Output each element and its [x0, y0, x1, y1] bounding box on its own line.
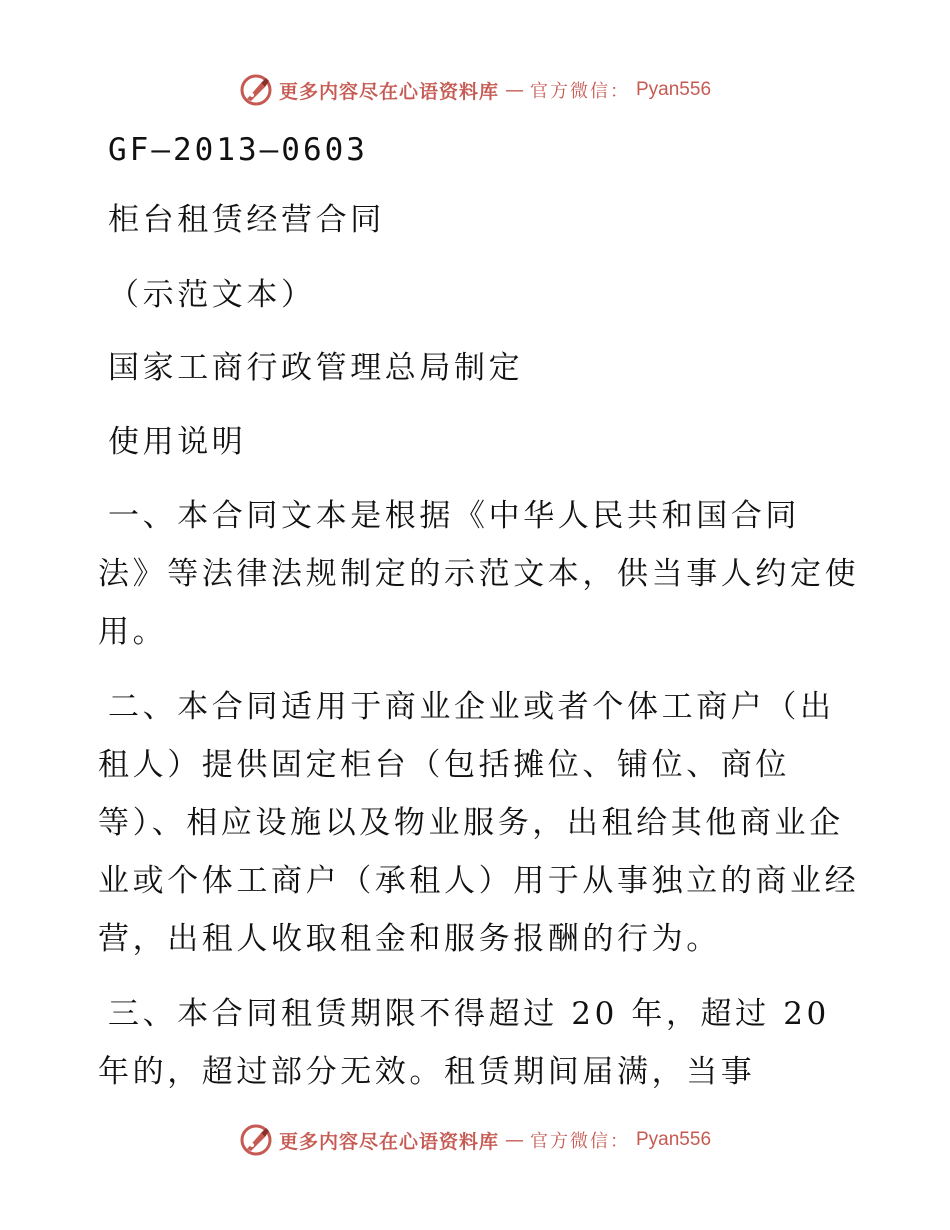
watermark-separator: — [505, 79, 524, 101]
document-subtitle: （示范文本） [108, 277, 316, 313]
watermark-brand-text: 更多内容尽在心语资料库 [278, 80, 499, 103]
document-title: 柜台租赁经营合同 [108, 202, 385, 238]
watermark-brand-text: 更多内容尽在心语资料库 [278, 1130, 499, 1153]
paragraph-line: 一、本合同文本是根据《中华人民共和国合同 [108, 498, 800, 534]
pen-nib-logo-icon [239, 1123, 273, 1157]
footer-watermark-banner [0, 1120, 950, 1160]
section-heading: 使用说明 [108, 424, 247, 460]
watermark-wechat-label: 官方微信： [530, 81, 630, 102]
document-issuer: 国家工商行政管理总局制定 [108, 350, 524, 386]
pen-nib-logo-icon [239, 73, 273, 107]
watermark-wechat-id: Pyan556 [636, 79, 712, 100]
paragraph-line: 二、本合同适用于商业企业或者个体工商户（出 [108, 689, 835, 725]
paragraph-line: 等）、相应设施以及物业服务，出租给其他商业企 [98, 805, 844, 841]
paragraph-line: 营，出租人收取租金和服务报酬的行为。 [98, 921, 721, 957]
paragraph-line: 用。 [98, 614, 168, 650]
watermark-separator: — [505, 1129, 524, 1151]
paragraph-line: 三、本合同租赁期限不得超过 20 年，超过 20 [108, 996, 830, 1032]
watermark-wechat-label: 官方微信： [530, 1131, 630, 1152]
document-code: GF—2013—0603 [108, 132, 368, 168]
watermark-wechat-id: Pyan556 [636, 1129, 712, 1150]
paragraph-line: 法》等法律法规制定的示范文本，供当事人约定使 [98, 556, 860, 592]
paragraph-line: 业或个体工商户（承租人）用于从事独立的商业经 [98, 863, 860, 899]
paragraph-line: 租人）提供固定柜台（包括摊位、铺位、商位 [98, 747, 790, 783]
paragraph-line: 年的，超过部分无效。租赁期间届满，当事 [98, 1054, 756, 1090]
header-watermark-banner [0, 70, 950, 110]
